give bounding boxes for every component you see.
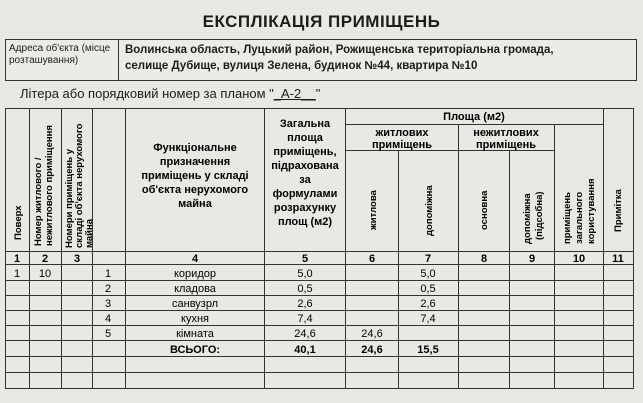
svg-text:Загальна: Загальна (279, 118, 331, 130)
svg-text:призначення: призначення (159, 156, 231, 168)
svg-text:7: 7 (424, 253, 432, 265)
address-label: Адреса об'єкта (місце розташування) (6, 40, 119, 80)
svg-text:приміщень у складі: приміщень у складі (141, 170, 249, 182)
svg-text:2,6: 2,6 (420, 298, 436, 310)
litera-value: _А-2__ (273, 86, 316, 101)
svg-text:Номери приміщень у: Номери приміщень у (64, 149, 75, 248)
svg-text:нежитлового приміщення: нежитлового приміщення (44, 125, 55, 246)
header-total-area (271, 118, 339, 228)
svg-text:формулами: формулами (272, 188, 338, 200)
litera-end: " (315, 86, 321, 101)
header-room-no (64, 123, 95, 248)
column-numbers (14, 253, 624, 265)
svg-text:5: 5 (301, 253, 309, 265)
svg-text:майна: майна (84, 218, 95, 248)
svg-text:4: 4 (104, 313, 112, 325)
svg-text:кімната: кімната (176, 328, 214, 340)
svg-text:9: 9 (528, 253, 536, 265)
svg-text:5,0: 5,0 (420, 268, 436, 280)
header-area-group: Площа (м2) (443, 111, 505, 123)
svg-text:користування: користування (586, 178, 597, 244)
svg-text:коридор: коридор (174, 268, 216, 280)
svg-text:1: 1 (13, 253, 21, 265)
svg-text:1: 1 (104, 268, 112, 280)
svg-text:1: 1 (13, 268, 21, 280)
svg-text:24,6: 24,6 (361, 344, 383, 356)
header-nonliving-main: основна (479, 190, 490, 230)
header-living-aux: допоміжна (424, 185, 435, 236)
header-floor: Поверх (13, 205, 24, 240)
svg-text:0,5: 0,5 (297, 283, 313, 295)
svg-text:8: 8 (480, 253, 488, 265)
header-note: Примітка (613, 189, 624, 232)
svg-text:10: 10 (572, 253, 586, 265)
header-nonliving-group (473, 127, 540, 151)
svg-text:розрахунку: розрахунку (273, 202, 337, 214)
svg-text:2: 2 (104, 283, 112, 295)
svg-text:нежитлових: нежитлових (473, 127, 539, 139)
svg-text:11: 11 (612, 253, 624, 265)
svg-text:підрахована: підрахована (271, 160, 339, 172)
svg-text:7,4: 7,4 (420, 313, 436, 325)
svg-text:2: 2 (41, 253, 49, 265)
svg-text:приміщень: приміщень (562, 192, 573, 244)
svg-text:0,5: 0,5 (420, 283, 436, 295)
address-line-2: селище Дубище, вулиця Зелена, будинок №44, квартира №10 (125, 60, 478, 72)
svg-text:10: 10 (38, 268, 52, 280)
svg-text:ВСЬОГО:: ВСЬОГО: (169, 344, 221, 356)
svg-text:за: за (299, 174, 311, 186)
svg-text:кладова: кладова (174, 283, 216, 295)
svg-text:24,6: 24,6 (294, 328, 316, 340)
svg-text:приміщень: приміщень (371, 139, 433, 151)
header-living-group (372, 127, 432, 151)
header-unit-no (33, 125, 55, 246)
svg-text:приміщень,: приміщень, (273, 146, 337, 158)
header-living-main: житлова (368, 190, 379, 230)
svg-text:кухня: кухня (181, 313, 209, 325)
svg-text:(підсобна): (підсобна) (534, 191, 545, 240)
svg-text:24,6: 24,6 (361, 328, 383, 340)
document-title: ЕКСПЛІКАЦІЯ ПРИМІЩЕНЬ (202, 12, 441, 31)
svg-text:40,1: 40,1 (294, 344, 316, 356)
svg-text:майна: майна (178, 198, 212, 210)
svg-text:загального: загального (574, 191, 585, 244)
svg-text:3: 3 (73, 253, 81, 265)
header-common-use (562, 178, 597, 244)
svg-text:15,5: 15,5 (417, 344, 439, 356)
svg-text:Функціональне: Функціональне (153, 142, 237, 154)
svg-text:допоміжна: допоміжна (522, 193, 533, 244)
litera-label: Літера або порядковий номер за планом " (20, 86, 274, 101)
header-function (141, 142, 248, 210)
svg-text:2,6: 2,6 (297, 298, 313, 310)
svg-text:5,0: 5,0 (297, 268, 313, 280)
address-line-1: Волинська область, Луцький район, Рожищенська територіальна громада, (125, 44, 554, 56)
svg-text:складі об'єкта нерухомого: складі об'єкта нерухомого (74, 123, 85, 248)
svg-text:6: 6 (368, 253, 376, 265)
svg-text:7,4: 7,4 (297, 313, 313, 325)
svg-text:4: 4 (191, 253, 199, 265)
table-row (105, 298, 436, 310)
svg-text:санвузрл: санвузрл (172, 298, 218, 310)
svg-text:об'єкта нерухомого: об'єкта нерухомого (141, 184, 249, 196)
table-row (105, 328, 383, 340)
svg-text:житлових: житлових (375, 127, 429, 139)
header-nonliving-aux (522, 191, 545, 244)
table-row (105, 313, 436, 325)
svg-text:площа: площа (287, 132, 323, 144)
table-row (14, 268, 436, 280)
svg-text:площ (м2): площ (м2) (277, 216, 333, 228)
svg-text:5: 5 (104, 328, 112, 340)
svg-text:приміщень: приміщень (475, 139, 537, 151)
svg-text:Номер житлового /: Номер житлового / (33, 157, 44, 246)
svg-text:3: 3 (104, 298, 112, 310)
table-row (105, 283, 436, 295)
